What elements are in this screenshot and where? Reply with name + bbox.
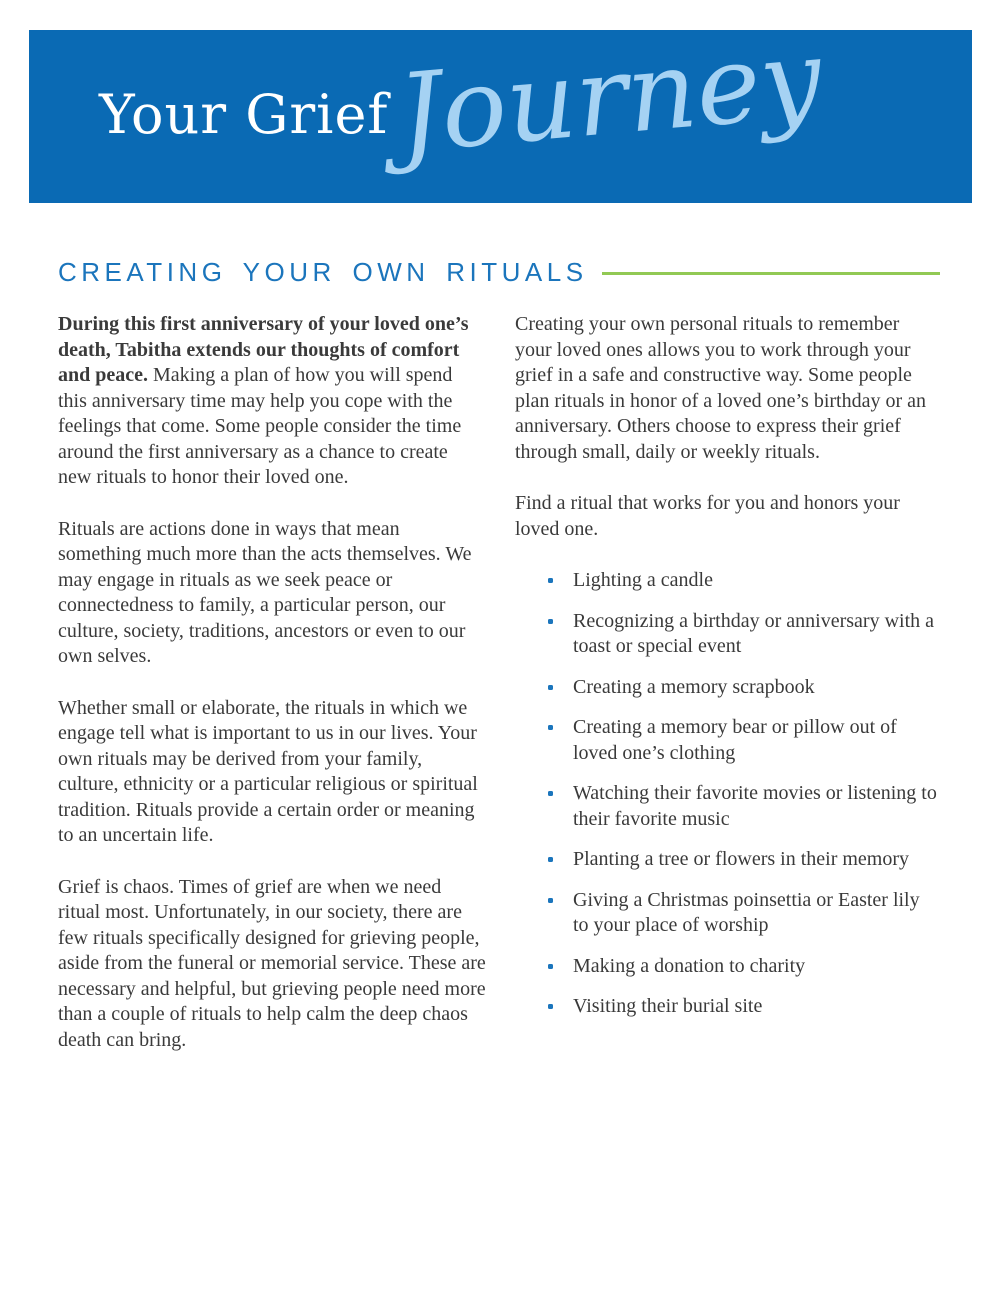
bullet-icon [548,791,553,796]
page-title-script: Journey [393,15,827,178]
list-item-label: Watching their favorite movies or listening to their favorite music [573,782,937,830]
list-item-label: Making a donation to charity [573,954,806,977]
list-item [515,847,940,873]
bullet-icon [548,964,553,969]
bullet-icon [548,725,553,730]
section-header [58,255,940,289]
bullet-icon [548,857,553,862]
list-item [515,715,940,766]
header-banner [29,15,972,203]
bullet-icon [548,619,553,624]
list-item-label: Creating a memory scrapbook [573,675,815,698]
list-item-label: Creating a memory bear or pillow out of loved one’s clothing [573,716,897,764]
paragraph-rituals-origin: Whether small or elaborate, the rituals in which we engage tell what is important to us in our lives. Your own rituals may be derived from your family, culture, ethnicity or a particular religious or spiritual tradition. Rituals provide a certain order or meaning to an uncertain life. [58,696,478,846]
article-body [58,312,940,1079]
section-heading: CREATING YOUR OWN RITUALS [58,257,588,287]
list-item-label: Giving a Christmas poinsettia or Easter lily to your place of worship [573,888,920,936]
list-item-label: Lighting a candle [573,569,713,591]
page-title: Your Grief [99,83,389,146]
paragraph-personal-rituals: Creating your own personal rituals to remember your loved ones allows you to work through your grief in a safe and constructive way. Some people plan rituals in honor of a loved one’s birthday or an anniversary. Others choose to express their grief through small, daily or weekly rituals. [515,313,927,463]
list-item [515,675,940,701]
section-divider-line [602,272,940,275]
left-column [58,312,486,1079]
list-item-label: Visiting their burial site [573,995,763,1017]
bullet-icon [548,898,553,903]
list-item [515,954,940,980]
list-item-label: Planting a tree or flowers in their memory [573,848,910,870]
paragraph-intro-bold-lead: During this first anniversary of your loved one’s death, Tabitha extends our thoughts of comfort and peace. [58,313,469,386]
list-item [515,781,940,832]
paragraph-rituals-meaning: Rituals are actions done in ways that mean something much more than the acts themselves. We may engage in rituals as we seek peace or connectedness to family, a particular person, our culture, society, traditions, ancestors or even to our own selves. [58,517,472,667]
list-item [515,568,940,594]
bullet-icon [548,578,553,583]
right-column [515,312,940,1079]
paragraph-intro [58,312,486,491]
list-item [515,609,940,660]
paragraph-find-ritual: Find a ritual that works for you and honors your loved one. [515,492,900,540]
paragraph-intro-rest: Making a plan of how you will spend this anniversary time may help you cope with the feelings that come. Some people consider the time around the first anniversary as a chance to create new rituals to honor their loved one. [58,364,462,488]
bullet-icon [548,1004,553,1009]
list-item [515,888,940,939]
ritual-ideas-list [515,568,940,1020]
list-item [515,994,940,1020]
list-item-label: Recognizing a birthday or anniversary with a toast or special event [573,609,934,657]
bullet-icon [548,685,553,690]
paragraph-grief-chaos: Grief is chaos. Times of grief are when we need ritual most. Unfortunately, in our society, there are few rituals specifically designed for grieving people, aside from the funeral or memorial service. These are necessary and helpful, but grieving people need more than a couple of rituals to help calm the deep chaos death can bring. [58,875,486,1051]
